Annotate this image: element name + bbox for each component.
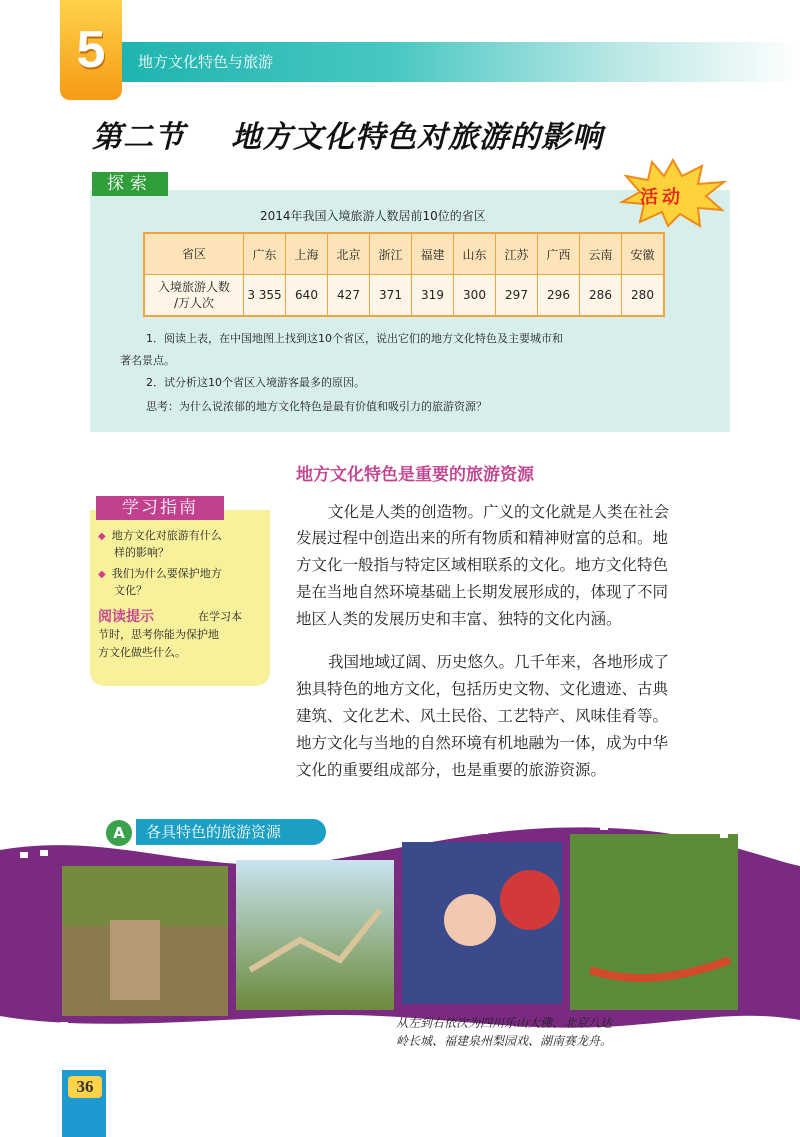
table-row-label	[144, 275, 244, 317]
study-guide-label: 学习指南	[96, 496, 224, 520]
table-value: 319	[412, 275, 454, 317]
photo-dragon-boat	[570, 834, 738, 1010]
table-row	[144, 275, 664, 317]
activity-badge-text: 活动	[640, 187, 684, 208]
chapter-header	[0, 0, 800, 110]
table-province: 山东	[454, 233, 496, 275]
question-line: 著名景点。	[120, 354, 175, 367]
table-header-row	[144, 233, 664, 275]
table-province: 福建	[412, 233, 454, 275]
guide-item-text: 文化？	[114, 584, 147, 597]
table-value: 300	[454, 275, 496, 317]
table-header-label: 省区	[144, 233, 244, 275]
paragraph-line: 地区人类的发展历史和丰富、独特的文化内涵。	[296, 610, 622, 628]
table-value: 297	[496, 275, 538, 317]
paragraph-line: 建筑、文化艺术、风土民俗、工艺特产、风味佳肴等。	[296, 707, 669, 725]
guide-item-text: 样的影响？	[114, 546, 169, 559]
paragraph-line: 方文化一般指与特定区域相联系的文化。地方文化特色	[296, 556, 669, 574]
paragraph-line: 地方文化与当地的自然环境有机地融为一体，成为中华	[296, 734, 669, 752]
paragraph-line: 我国地域辽阔、历史悠久。几千年来，各地形成了	[328, 653, 670, 671]
chapter-title: 地方文化特色与旅游	[138, 53, 274, 71]
paragraph-line: 文化的重要组成部分，也是重要的旅游资源。	[296, 761, 607, 779]
paragraph-line: 独具特色的地方文化，包括历史文物、文化遗迹、古典	[296, 680, 669, 698]
explore-label: 探索	[92, 172, 168, 196]
read-tip-line: 在学习本	[198, 610, 242, 623]
diamond-bullet-icon: ◆	[98, 569, 106, 580]
figure-caption-line: 从左到右依次为四川乐山大佛、北京八达	[396, 1016, 613, 1030]
question-line: 1．阅读上表，在中国地图上找到这10个省区，说出它们的地方文化特色及主要城市和	[146, 332, 563, 345]
table-caption: 2014年我国入境旅游人数居前10位的省区	[260, 209, 486, 223]
guide-item-text: 我们为什么要保护地方	[111, 567, 222, 580]
table-province: 广西	[538, 233, 580, 275]
subheading: 地方文化特色是重要的旅游资源	[296, 465, 534, 485]
guide-item	[98, 528, 222, 561]
table-value: 3 355	[244, 275, 286, 317]
figure-badge: A	[104, 818, 134, 848]
read-tip-label: 阅读提示	[98, 609, 154, 625]
read-tip-line: 节时，思考你能为保护地	[98, 628, 219, 641]
figure-caption-line: 岭长城、福建泉州梨园戏、湖南赛龙舟。	[396, 1034, 613, 1048]
table-value: 280	[622, 275, 665, 317]
visitor-table	[143, 232, 665, 317]
table-province: 安徽	[622, 233, 665, 275]
row-label-line: /万人次	[173, 296, 215, 310]
guide-item	[98, 566, 222, 599]
read-tip-line: 方文化做些什么。	[98, 646, 186, 659]
table-value: 296	[538, 275, 580, 317]
table-province: 云南	[580, 233, 622, 275]
table-province: 江苏	[496, 233, 538, 275]
section-label: 第二节	[92, 120, 185, 155]
table-value: 371	[370, 275, 412, 317]
table-value: 640	[286, 275, 328, 317]
page-number: 36	[68, 1076, 102, 1098]
table-province: 北京	[328, 233, 370, 275]
chapter-number: 5	[76, 21, 106, 79]
table-value: 286	[580, 275, 622, 317]
row-label-line: 入境旅游人数	[157, 280, 230, 294]
table-value: 427	[328, 275, 370, 317]
photo-great-wall	[236, 860, 394, 1010]
guide-item-text: 地方文化对旅游有什么	[111, 529, 222, 542]
section-title	[92, 112, 603, 156]
table-province: 浙江	[370, 233, 412, 275]
table-province: 广东	[244, 233, 286, 275]
paragraph-line: 是在当地自然环境基础上长期发展形成的，体现了不同	[296, 583, 669, 601]
question-line: 2．试分析这10个省区入境游客最多的原因。	[146, 376, 365, 389]
diamond-bullet-icon: ◆	[98, 531, 106, 542]
paragraph-line: 文化是人类的创造物。广义的文化就是人类在社会	[328, 503, 670, 521]
paragraph-line: 发展过程中创造出来的所有物质和精神财富的总和。地	[296, 529, 669, 547]
film-strip	[0, 820, 800, 1030]
table-province: 上海	[286, 233, 328, 275]
figure-title: 各具特色的旅游资源	[136, 819, 326, 845]
question-line: 思考：为什么说浓郁的地方文化特色是最有价值和吸引力的旅游资源？	[146, 400, 487, 413]
section-heading: 地方文化特色对旅游的影响	[231, 120, 603, 155]
